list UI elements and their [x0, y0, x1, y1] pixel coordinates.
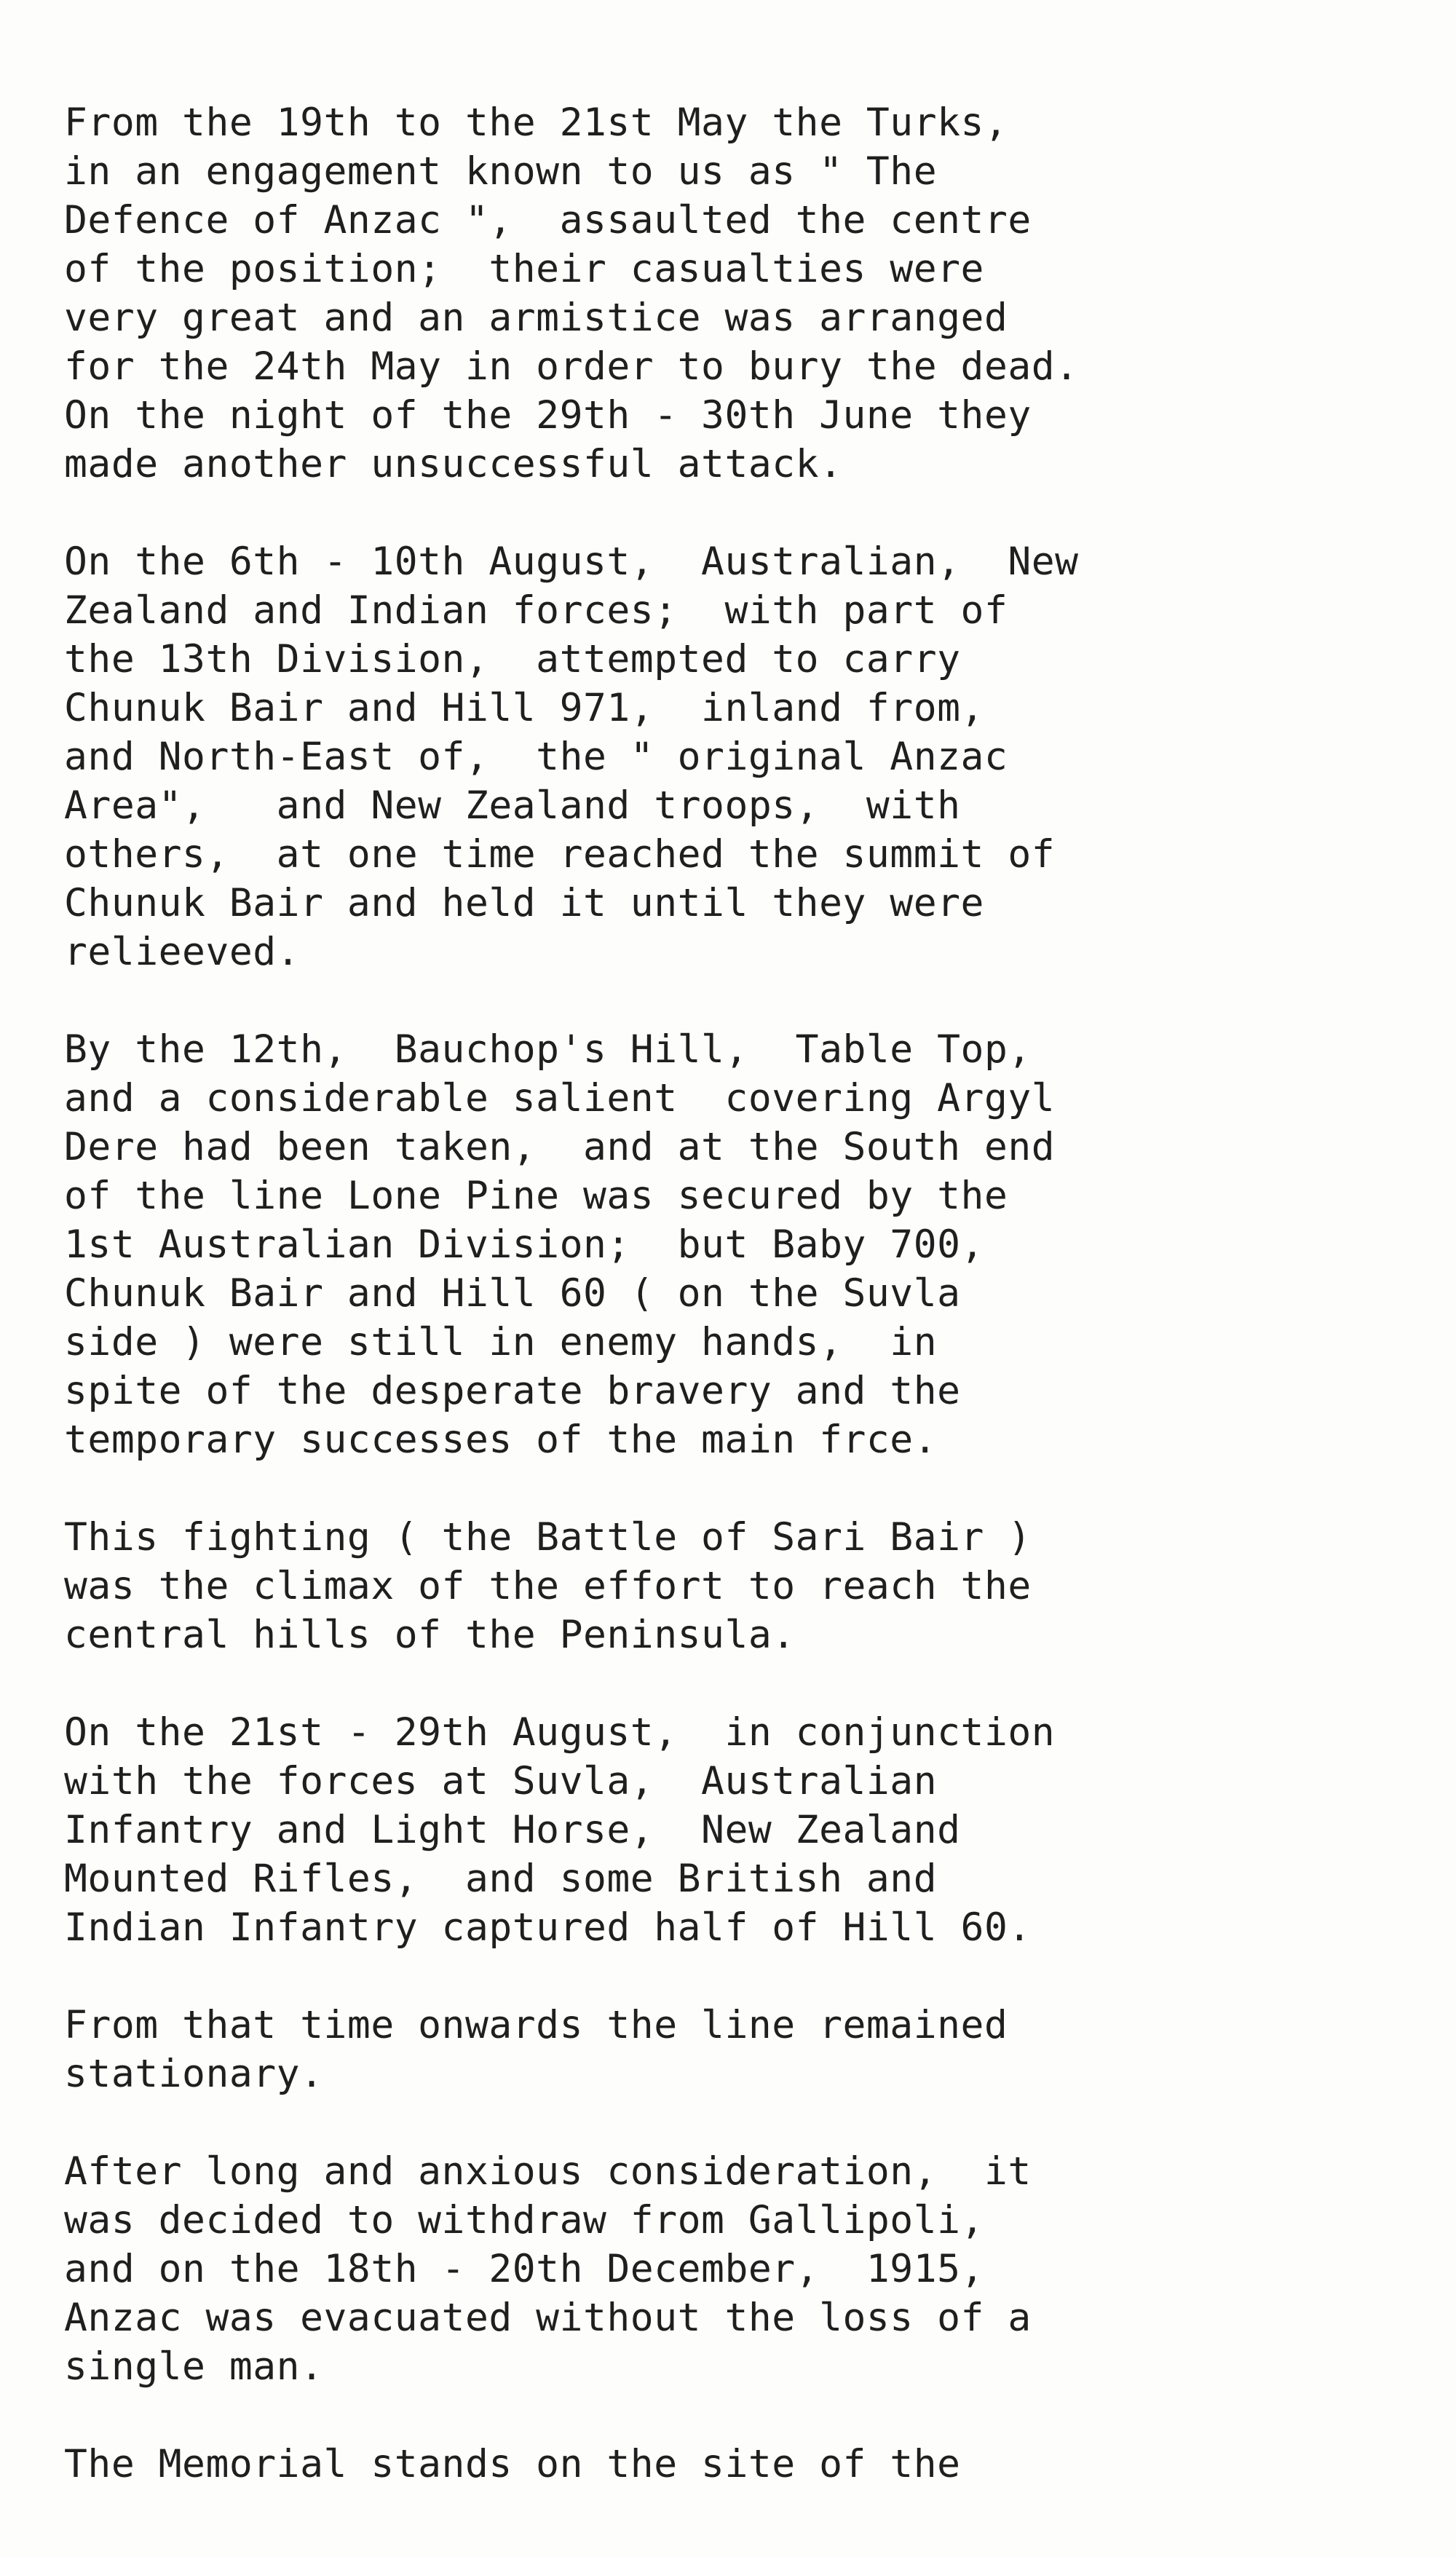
- text-line: the 13th Division, attempted to carry: [64, 637, 961, 681]
- text-line: stationary.: [64, 2052, 324, 2096]
- text-line: Zealand and Indian forces; with part of: [64, 588, 1008, 633]
- text-line: and on the 18th - 20th December, 1915,: [64, 2247, 984, 2291]
- text-line: Infantry and Light Horse, New Zealand: [64, 1808, 961, 1852]
- text-line: spite of the desperate bravery and the: [64, 1369, 961, 1413]
- paragraph-defence-of-anzac: [64, 98, 1433, 489]
- text-line: in an engagement known to us as " The: [64, 149, 938, 194]
- text-line: for the 24th May in order to bury the dead.: [64, 344, 1079, 389]
- text-line: Indian Infantry captured half of Hill 60.: [64, 1905, 1032, 1950]
- text-line: The Memorial stands on the site of the: [64, 2442, 961, 2486]
- text-line: very great and an armistice was arranged: [64, 296, 1008, 340]
- text-line: Anzac was evacuated without the loss of a: [64, 2296, 1032, 2340]
- text-line: Mounted Rifles, and some British and: [64, 1857, 938, 1901]
- text-line: On the night of the 29th - 30th June they: [64, 393, 1032, 438]
- text-line: central hills of the Peninsula.: [64, 1613, 796, 1657]
- text-line: On the 21st - 29th August, in conjunction: [64, 1710, 1056, 1755]
- text-line: Chunuk Bair and held it until they were: [64, 881, 984, 925]
- text-line: with the forces at Suvla, Australian: [64, 1759, 938, 1803]
- text-line: side ) were still in enemy hands, in: [64, 1320, 938, 1364]
- text-line: On the 6th - 10th August, Australian, New: [64, 540, 1079, 584]
- typed-text-body: [64, 98, 1433, 2537]
- text-line: Area", and New Zealand troops, with: [64, 783, 961, 828]
- text-line: After long and anxious consideration, it: [64, 2149, 1032, 2194]
- text-line: Chunuk Bair and Hill 971, inland from,: [64, 686, 984, 730]
- text-line: made another unsuccessful attack.: [64, 442, 843, 486]
- text-line: From the 19th to the 21st May the Turks,: [64, 100, 1008, 145]
- text-line: Dere had been taken, and at the South end: [64, 1125, 1056, 1169]
- paragraph-august-offensive: [64, 537, 1433, 976]
- text-line: and North-East of, the " original Anzac: [64, 735, 1008, 779]
- text-line: Defence of Anzac ", assaulted the centre: [64, 198, 1032, 242]
- paragraph-battle-of-sari-bair: [64, 1513, 1433, 1659]
- text-line: of the line Lone Pine was secured by the: [64, 1174, 1008, 1218]
- text-line: was decided to withdraw from Gallipoli,: [64, 2198, 984, 2242]
- text-line: relieeved.: [64, 930, 301, 974]
- text-line: and a considerable salient covering Argyl: [64, 1076, 1056, 1121]
- text-line: This fighting ( the Battle of Sari Bair ): [64, 1515, 1032, 1560]
- text-line: From that time onwards the line remained: [64, 2003, 1008, 2047]
- paragraph-hill-60: [64, 1708, 1433, 1952]
- text-line: By the 12th, Bauchop's Hill, Table Top,: [64, 1027, 1032, 1072]
- paragraph-memorial: [64, 2440, 1433, 2489]
- text-line: 1st Australian Division; but Baby 700,: [64, 1222, 984, 1267]
- text-line: Chunuk Bair and Hill 60 ( on the Suvla: [64, 1271, 961, 1316]
- paragraph-line-stationary: [64, 2001, 1433, 2098]
- text-line: others, at one time reached the summit of: [64, 832, 1056, 877]
- text-line: temporary successes of the main frce.: [64, 1418, 938, 1462]
- text-line: was the climax of the effort to reach the: [64, 1564, 1032, 1608]
- text-line: single man.: [64, 2344, 324, 2389]
- paragraph-by-the-12th: [64, 1025, 1433, 1464]
- text-line: of the position; their casualties were: [64, 247, 984, 291]
- paragraph-evacuation: [64, 2147, 1433, 2391]
